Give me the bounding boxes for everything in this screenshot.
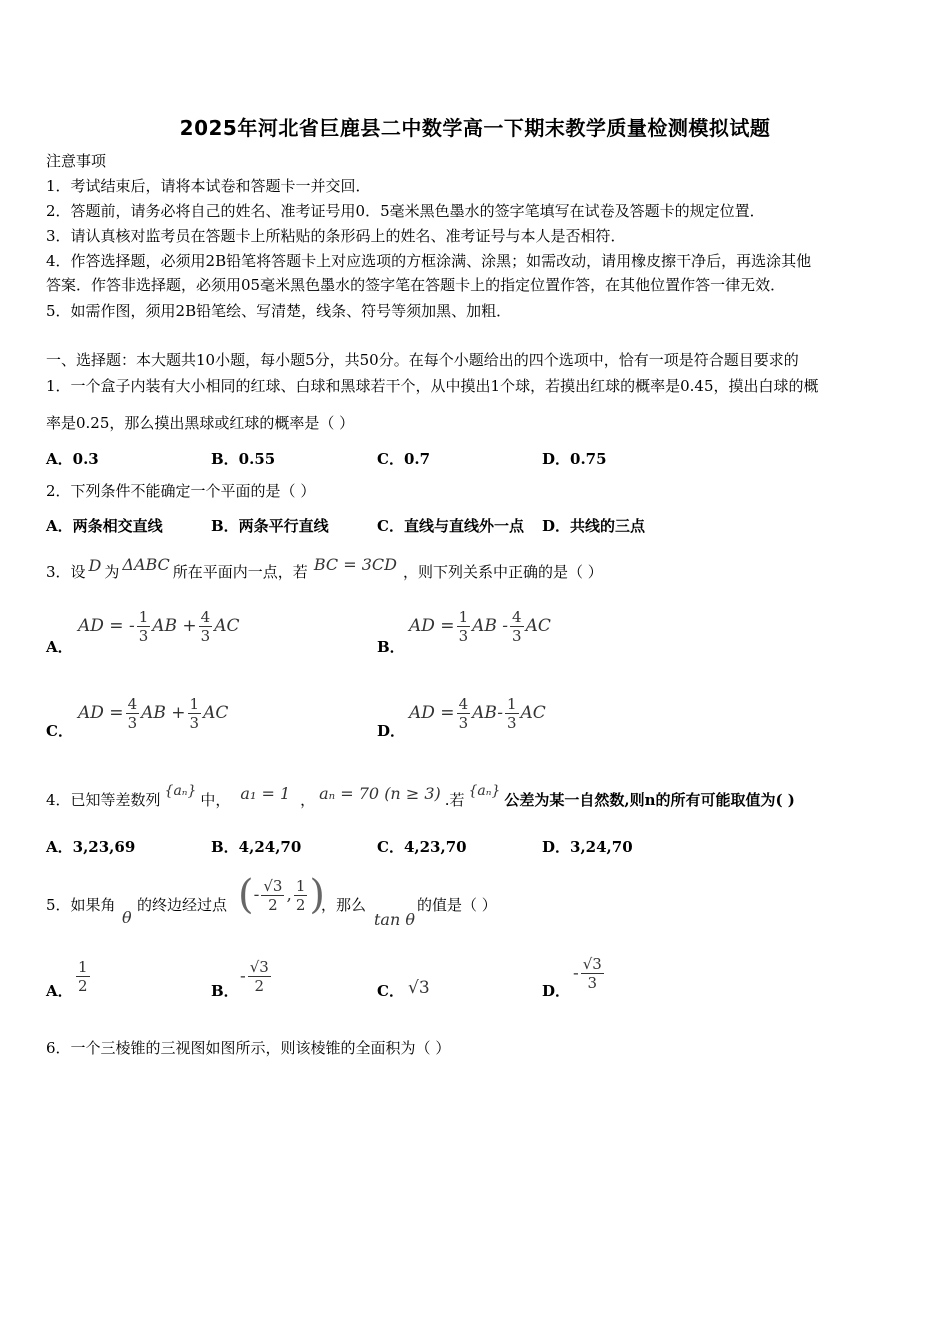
q5-option-d-label[interactable]: D． (542, 982, 571, 1000)
q5-option-b-value[interactable]: - $\frac{√3}{2}$ (240, 958, 269, 995)
notice-item: 答案．作答非选择题，必须用05毫米黑色墨水的签字笔在答题卡上的指定位置作答，在其他位置作答一律无效． (46, 276, 786, 294)
q5-stem-text-1: 5．如果角 (46, 896, 116, 914)
q4-text-3: ， (300, 791, 316, 809)
q5-math-tan: tan θ (374, 910, 415, 929)
q5-option-c-label[interactable]: C． (377, 982, 404, 1000)
q3-option-c-formula[interactable]: AD = $\frac{4}{3}$ AB + $\frac{1}{3}$ AC (78, 695, 229, 732)
q4-options (46, 836, 906, 860)
q1-option-d[interactable]: D．0.75 (542, 450, 607, 468)
notice-item: 3．请认真核对监考员在答题卡上所粘贴的条形码上的姓名、准考证号与本人是否相符． (46, 227, 626, 245)
notice-item: 5．如需作图，须用2B铅笔绘、写清楚，线条、符号等须加黑、加粗． (46, 302, 512, 320)
q4-option-a[interactable]: A．3,23,69 (46, 838, 136, 856)
q3-text-4: ，则下列关系中正确的是（ ） (402, 563, 603, 581)
q1-option-a[interactable]: A．0.3 (46, 450, 99, 468)
q6-stem: 6．一个三棱锥的三视图如图所示，则该棱锥的全面积为（ ） (46, 1039, 451, 1057)
q1-option-c[interactable]: C．0.7 (377, 450, 431, 468)
q5-stem-text-4: 的值是（ ） (417, 896, 497, 914)
q5-option-a-label[interactable]: A． (46, 982, 73, 1000)
q5-stem-text-2: 的终边经过点 (137, 896, 228, 914)
q2-stem: 2．下列条件不能确定一个平面的是（ ） (46, 482, 316, 500)
q5-option-a-value[interactable]: $\frac{1}{2}$ (78, 958, 88, 995)
section-heading: 一、选择题：本大题共10小题，每小题5分，共50分。在每个小题给出的四个选项中，恰有一项是符合题目要求的 (46, 351, 799, 369)
notice-item: 4．作答选择题，必须用2B铅笔将答题卡上对应选项的方框涂满、涂黑；如需改动，请用橡皮擦干净后，再选涂其他 (46, 252, 812, 270)
q3-math-triangle: ΔABC (122, 555, 170, 574)
q1-options (46, 448, 906, 472)
q3-option-b-formula[interactable]: AD = $\frac{1}{3}$ AB - $\frac{4}{3}$ AC (409, 608, 551, 645)
q2-option-c[interactable]: C．直线与直线外一点 (377, 517, 524, 535)
notice-item: 1．考试结束后，请将本试卷和答题卡一并交回． (46, 177, 371, 195)
q3-text-3: 所在平面内一点，若 (172, 563, 308, 581)
q4-math-seq-2: {aₙ} (468, 783, 501, 799)
q4-math-seq: {aₙ} (164, 783, 197, 799)
notice-item: 2．答题前，请务必将自己的姓名、准考证号用0．5毫米黑色墨水的签字笔填写在试卷及答题卡的规定位置． (46, 202, 765, 220)
q5-math-theta: θ (122, 908, 132, 927)
q2-options (46, 515, 906, 539)
q4-option-d[interactable]: D．3,24,70 (542, 838, 633, 856)
q3-math-vector-eq: BC = 3CD (313, 555, 397, 574)
q1-option-b[interactable]: B．0.55 (211, 450, 276, 468)
q4-option-b[interactable]: B．4,24,70 (211, 838, 302, 856)
notice-heading: 注意事项 (46, 152, 107, 170)
q4-stem (46, 783, 795, 811)
q5-option-c-value[interactable]: √3 (408, 978, 430, 998)
q1-stem-line1: 1．一个盒子内装有大小相同的红球、白球和黑球若干个，从中摸出1个球，若摸出红球的概率是0.45，摸出白球的概 (46, 377, 819, 395)
q3-text-2: 为 (104, 563, 120, 581)
q4-text-1: 4．已知等差数列 (46, 791, 161, 809)
q3-option-a-formula[interactable]: AD = - $\frac{1}{3}$ AB + $\frac{4}{3}$ AC (78, 608, 240, 645)
q3-stem (46, 555, 603, 582)
q4-text-4: .若 (444, 791, 465, 809)
q2-option-a[interactable]: A．两条相交直线 (46, 517, 163, 535)
q3-option-c-label[interactable]: C． (46, 722, 73, 740)
q4-text-2: 中， (200, 791, 231, 809)
q4-math-an: aₙ = 70 (n ≥ 3) (319, 784, 441, 803)
q1-stem-line2: 率是0.25，那么摸出黑球或红球的概率是（ ） (46, 414, 355, 432)
q2-option-b[interactable]: B．两条平行直线 (211, 517, 329, 535)
q5-option-b-label[interactable]: B． (211, 982, 239, 1000)
q2-option-d[interactable]: D．共线的三点 (542, 517, 646, 535)
q5-option-d-value[interactable]: - $\frac{√3}{3}$ (573, 955, 602, 992)
q5-point: (- $\frac{√3}{2}$ , $\frac{1}{2}$ ) (238, 872, 326, 918)
q3-option-b-label[interactable]: B． (377, 638, 405, 656)
q3-text-1: 3．设 (46, 563, 86, 581)
q4-text-5: 公差为某一自然数,则n的所有可能取值为( ) (504, 791, 795, 809)
q3-option-a-label[interactable]: A． (46, 638, 73, 656)
q3-option-d-label[interactable]: D． (377, 722, 406, 740)
q3-option-d-formula[interactable]: AD = $\frac{4}{3}$ AB- $\frac{1}{3}$ AC (409, 695, 546, 732)
q4-option-c[interactable]: C．4,23,70 (377, 838, 467, 856)
q3-math-d: D (88, 556, 102, 575)
q5-stem-text-3: ，那么 (321, 896, 367, 914)
exam-title: 2025年河北省巨鹿县二中数学高一下期末教学质量检测模拟试题 (179, 116, 771, 140)
q4-math-a1: a₁ = 1 (240, 784, 291, 803)
